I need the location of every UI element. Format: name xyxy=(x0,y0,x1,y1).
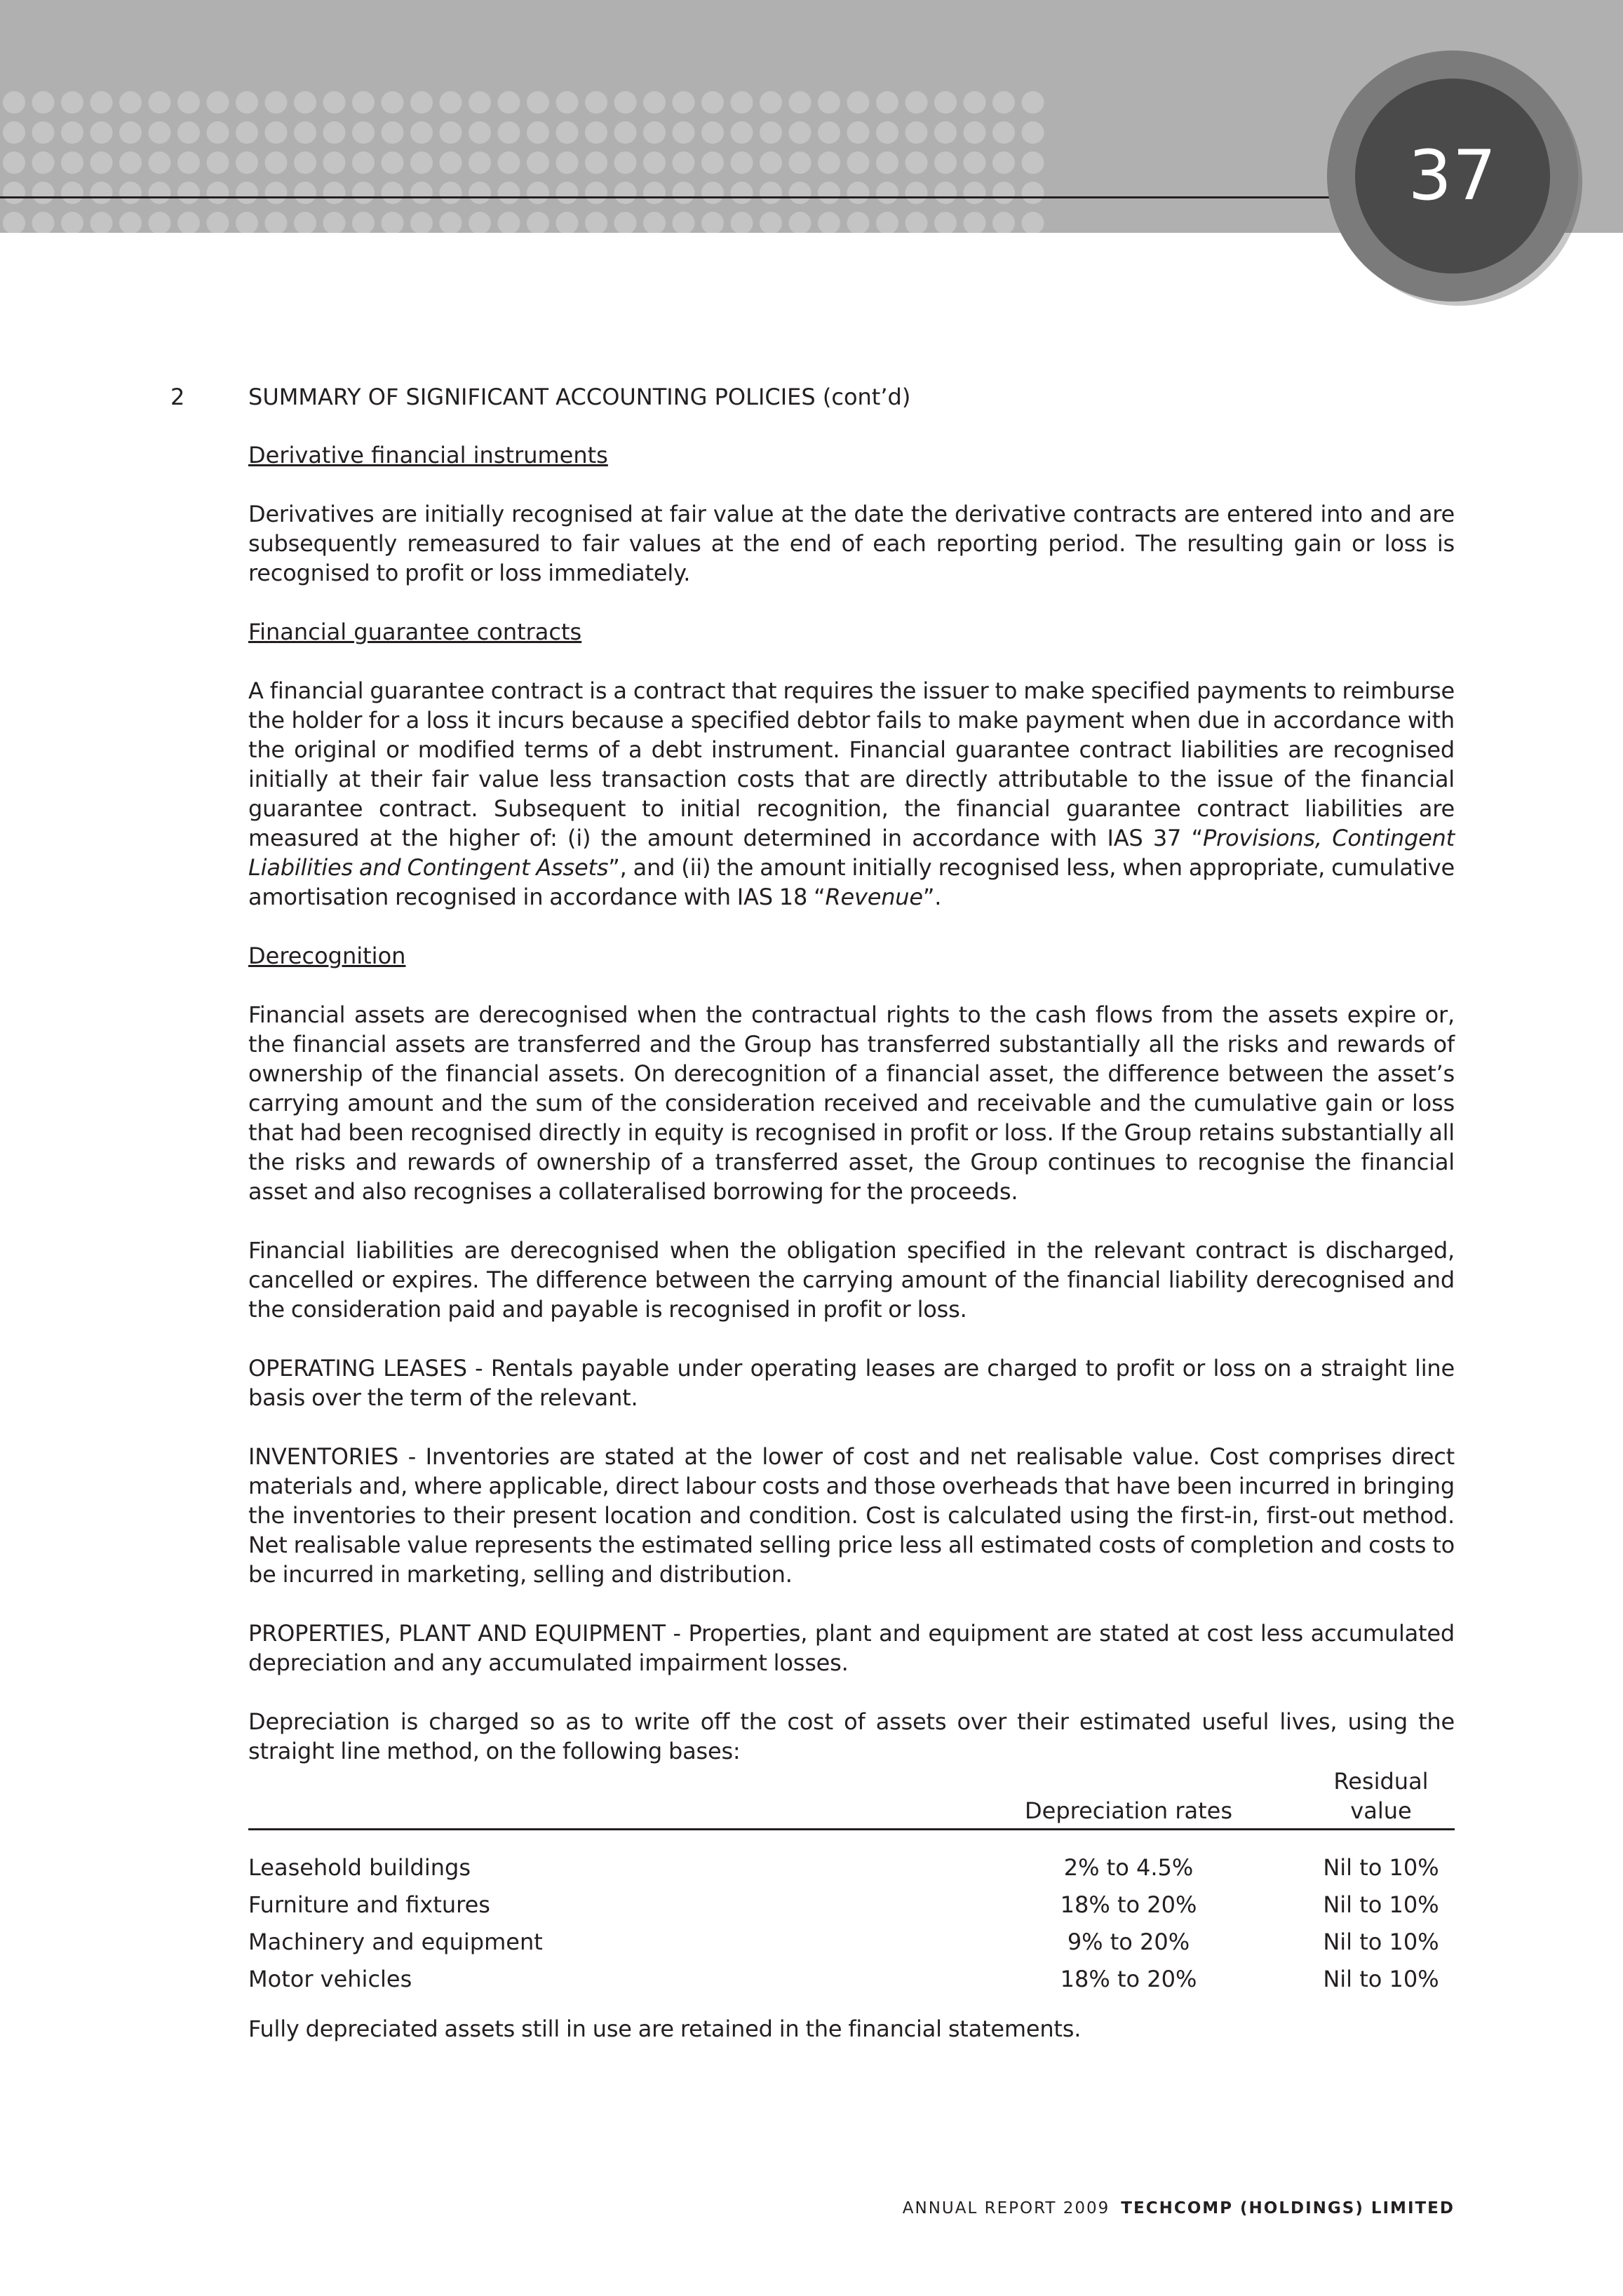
pattern-dot xyxy=(789,91,812,114)
depreciation-rate: 2% to 4.5% xyxy=(1063,1853,1194,1881)
pattern-dot xyxy=(440,151,462,174)
pattern-dot xyxy=(905,121,928,144)
pattern-dot xyxy=(934,212,957,233)
document-body xyxy=(248,381,1455,2073)
pattern-dot xyxy=(527,151,549,174)
pattern-dot xyxy=(177,151,200,174)
pattern-dot xyxy=(818,182,840,204)
residual-value: Nil to 10% xyxy=(1323,1891,1439,1918)
pattern-dot xyxy=(3,91,25,114)
inventories-paragraph: INVENTORIES - Inventories are stated at the lower of cost and net realisable value. Cost comprises direct materials and, where applicable, direct labour costs and those overheads that have been incurred in bringing the inventories to their present location and condition. Cost is calculated using the first-in, first-out method. Net realisable value represents the estimated selling price less all estimated costs of completion and costs to be incurred in marketing, selling and distribution. xyxy=(248,1443,1455,1588)
guarantee-italic-2: Revenue xyxy=(825,884,923,910)
header-depreciation-rates: Depreciation rates xyxy=(1024,1797,1232,1824)
pattern-dot xyxy=(498,212,520,233)
pattern-dot xyxy=(964,121,986,144)
pattern-dot xyxy=(643,91,666,114)
pattern-dot xyxy=(352,91,375,114)
table-row xyxy=(248,1886,1455,1923)
pattern-dot xyxy=(1022,91,1044,114)
header-rule xyxy=(0,196,1347,198)
pattern-dot xyxy=(585,121,607,144)
derivatives-paragraph: Derivatives are initially recognised at fair value at the date the derivative contracts are entered into and are subsequently remeasured to fair values at the end of each reporting period. The resulting gain or loss is recognised to profit or loss immediately. xyxy=(248,501,1455,586)
pattern-dot xyxy=(643,151,666,174)
guarantee-text-3: ”. xyxy=(922,884,942,910)
pattern-dot xyxy=(964,151,986,174)
pattern-dot xyxy=(760,121,782,144)
pattern-dot xyxy=(119,212,142,233)
pattern-dot xyxy=(265,151,288,174)
pattern-dot xyxy=(818,91,840,114)
pattern-dot xyxy=(731,121,753,144)
pattern-dot xyxy=(731,212,753,233)
pattern-dot xyxy=(3,182,25,204)
pattern-dot xyxy=(876,91,898,114)
pattern-dot xyxy=(3,121,25,144)
pattern-dot xyxy=(789,182,812,204)
guarantee-text-2: ”, and (ii) the amount initially recognised less, when appropriate, cumulative amortisation recognised in accordance with IAS 18 “ xyxy=(248,854,1455,910)
pattern-dot xyxy=(527,91,549,114)
pattern-dot xyxy=(992,212,1015,233)
pattern-dot xyxy=(556,182,579,204)
pattern-dot xyxy=(207,212,229,233)
pattern-dot xyxy=(440,121,462,144)
pattern-dot xyxy=(352,121,375,144)
pattern-dot xyxy=(760,212,782,233)
pattern-dot xyxy=(992,91,1015,114)
derecognition-heading: Derecognition xyxy=(248,943,406,969)
pattern-dot xyxy=(789,151,812,174)
pattern-dot xyxy=(673,121,695,144)
pattern-dot xyxy=(149,91,171,114)
pattern-dot xyxy=(32,182,55,204)
derivatives-heading: Derivative financial instruments xyxy=(248,442,608,468)
pattern-dot xyxy=(701,151,724,174)
pattern-dot xyxy=(323,151,346,174)
pattern-dot xyxy=(905,91,928,114)
pattern-dot xyxy=(934,91,957,114)
pattern-dot xyxy=(760,182,782,204)
pattern-dot xyxy=(876,121,898,144)
pattern-dot xyxy=(410,91,433,114)
pattern-dot xyxy=(410,151,433,174)
pattern-dot xyxy=(294,121,316,144)
guarantee-italic-1: Provisions, Contingent Liabilities and Contingent Assets xyxy=(248,825,1455,881)
pattern-dot xyxy=(469,121,491,144)
pattern-dot xyxy=(701,182,724,204)
pattern-dot xyxy=(440,182,462,204)
pattern-dot xyxy=(382,182,404,204)
pattern-dot xyxy=(556,151,579,174)
pattern-dot xyxy=(643,212,666,233)
pattern-dot xyxy=(177,182,200,204)
derecognition-paragraph-1: Financial assets are derecognised when the contractual rights to the cash flows from the assets expire or, the financial assets are transferred and the Group has transferred substantially all the risks and rewards of ownership of the financial assets. On derecognition of a financial asset, the difference between the asset’s carrying amount and the sum of the consideration received and receivable and the cumulative gain or loss that had been recognised directly in equity is recognised in profit or loss. If the Group retains substantially all the risks and rewards of ownership of a transferred asset, the Group continues to recognise the financial asset and also recognises a collateralised borrowing for the proceeds. xyxy=(248,1001,1455,1205)
pattern-dot xyxy=(701,121,724,144)
pattern-dot xyxy=(207,151,229,174)
pattern-dot xyxy=(847,151,870,174)
pattern-dot xyxy=(760,151,782,174)
pattern-dot xyxy=(236,121,258,144)
pattern-dot xyxy=(847,182,870,204)
pattern-dot xyxy=(469,151,491,174)
pattern-dot xyxy=(236,151,258,174)
pattern-dot xyxy=(469,91,491,114)
pattern-dot xyxy=(818,151,840,174)
pattern-dot xyxy=(32,91,55,114)
pattern-dot xyxy=(177,212,200,233)
pattern-dot xyxy=(876,151,898,174)
pattern-dot xyxy=(323,121,346,144)
pattern-dot xyxy=(119,121,142,144)
pattern-dot xyxy=(1022,212,1044,233)
pattern-dot xyxy=(614,182,637,204)
pattern-dot xyxy=(498,121,520,144)
pattern-dot xyxy=(236,182,258,204)
page-footer xyxy=(903,2199,1455,2217)
asset-name: Leasehold buildings xyxy=(248,1853,471,1881)
footer-company: TECHCOMP (HOLDINGS) LIMITED xyxy=(1121,2199,1455,2217)
pattern-dot xyxy=(177,91,200,114)
pattern-dot xyxy=(992,121,1015,144)
table-header xyxy=(248,1768,1455,1830)
pattern-dot xyxy=(294,91,316,114)
pattern-dot xyxy=(323,91,346,114)
pattern-dot xyxy=(527,212,549,233)
pattern-dot xyxy=(469,212,491,233)
page-number: 37 xyxy=(1408,136,1497,216)
pattern-dot xyxy=(323,212,346,233)
pattern-dot xyxy=(352,212,375,233)
pattern-dot xyxy=(410,212,433,233)
derecognition-paragraph-2: Financial liabilities are derecognised when the obligation specified in the relevant contract is discharged, cancelled or expires. The difference between the carrying amount of the financial liability derecognised and the consideration paid and payable is recognised in profit or loss. xyxy=(248,1237,1455,1323)
pattern-dot xyxy=(3,212,25,233)
depreciation-table xyxy=(248,1768,1455,1997)
table-row xyxy=(248,1923,1455,1960)
pattern-dot xyxy=(236,91,258,114)
ppe-paragraph-1: PROPERTIES, PLANT AND EQUIPMENT - Properties, plant and equipment are stated at cost less accumulated depreciation and any accumulated impairment losses. xyxy=(248,1620,1455,1676)
pattern-dot xyxy=(207,182,229,204)
pattern-dot xyxy=(585,182,607,204)
pattern-dot xyxy=(556,91,579,114)
pattern-dot xyxy=(818,212,840,233)
section-number: 2 xyxy=(170,384,185,410)
pattern-dot xyxy=(876,182,898,204)
pattern-dot xyxy=(1022,182,1044,204)
pattern-dot xyxy=(905,182,928,204)
pattern-dot xyxy=(731,182,753,204)
pattern-dot xyxy=(352,151,375,174)
pattern-dot xyxy=(119,151,142,174)
table-row xyxy=(248,1849,1455,1886)
pattern-dot xyxy=(294,182,316,204)
pattern-dot xyxy=(818,121,840,144)
pattern-dot xyxy=(556,121,579,144)
pattern-dot xyxy=(149,182,171,204)
pattern-dot xyxy=(585,151,607,174)
pattern-dot xyxy=(614,121,637,144)
residual-value: Nil to 10% xyxy=(1323,1965,1439,1992)
pattern-dot xyxy=(3,151,25,174)
pattern-dot xyxy=(265,212,288,233)
pattern-dot xyxy=(992,182,1015,204)
pattern-dot xyxy=(731,151,753,174)
pattern-dot xyxy=(701,91,724,114)
pattern-dot xyxy=(964,91,986,114)
pattern-dot xyxy=(847,212,870,233)
pattern-dot xyxy=(382,121,404,144)
pattern-dot xyxy=(789,121,812,144)
residual-value: Nil to 10% xyxy=(1323,1928,1439,1955)
guarantee-paragraph xyxy=(248,676,1455,912)
pattern-dot xyxy=(847,121,870,144)
pattern-dot xyxy=(149,151,171,174)
guarantee-heading: Financial guarantee contracts xyxy=(248,619,582,645)
pattern-dot xyxy=(149,121,171,144)
pattern-dot xyxy=(61,212,83,233)
pattern-dot xyxy=(119,182,142,204)
pattern-dot xyxy=(149,212,171,233)
pattern-dot xyxy=(847,91,870,114)
pattern-dot xyxy=(207,121,229,144)
pattern-dot xyxy=(934,182,957,204)
pattern-dot xyxy=(236,212,258,233)
asset-name: Motor vehicles xyxy=(248,1965,412,1992)
pattern-dot xyxy=(352,182,375,204)
pattern-dot xyxy=(440,91,462,114)
pattern-dot xyxy=(556,212,579,233)
pattern-dot xyxy=(527,182,549,204)
pattern-dot xyxy=(992,151,1015,174)
pattern-dot xyxy=(585,91,607,114)
pattern-dot xyxy=(1022,121,1044,144)
section-title: SUMMARY OF SIGNIFICANT ACCOUNTING POLICIES (cont’d) xyxy=(248,384,911,410)
pattern-dot xyxy=(905,212,928,233)
pattern-dot xyxy=(789,212,812,233)
footer-report: ANNUAL REPORT 2009 xyxy=(902,2199,1110,2217)
pattern-dot xyxy=(90,212,113,233)
dot-pattern xyxy=(0,83,1052,233)
pattern-dot xyxy=(440,212,462,233)
pattern-dot xyxy=(498,151,520,174)
pattern-dot xyxy=(643,121,666,144)
pattern-dot xyxy=(614,91,637,114)
pattern-dot xyxy=(673,182,695,204)
pattern-dot xyxy=(265,182,288,204)
pattern-dot xyxy=(32,151,55,174)
ppe-paragraph-2: Depreciation is charged so as to write off the cost of assets over their estimated useful lives, using the straight line method, on the following bases: xyxy=(248,1708,1455,1764)
pattern-dot xyxy=(934,151,957,174)
pattern-dot xyxy=(964,212,986,233)
depreciation-rate: 18% to 20% xyxy=(1060,1965,1197,1992)
pattern-dot xyxy=(934,121,957,144)
asset-name: Machinery and equipment xyxy=(248,1928,543,1955)
table-row xyxy=(248,1960,1455,1997)
closing-note: Fully depreciated assets still in use are retained in the financial statements. xyxy=(248,2015,1082,2042)
asset-name: Furniture and fixtures xyxy=(248,1891,490,1918)
pattern-dot xyxy=(61,182,83,204)
residual-value: Nil to 10% xyxy=(1323,1853,1439,1881)
pattern-dot xyxy=(61,151,83,174)
pattern-dot xyxy=(498,182,520,204)
pattern-dot xyxy=(614,212,637,233)
depreciation-rate: 9% to 20% xyxy=(1067,1928,1190,1955)
pattern-dot xyxy=(294,212,316,233)
header-residual-value: Residual value xyxy=(1333,1768,1429,1824)
pattern-dot xyxy=(498,91,520,114)
pattern-dot xyxy=(905,151,928,174)
pattern-dot xyxy=(32,121,55,144)
pattern-dot xyxy=(90,121,113,144)
depreciation-rate: 18% to 20% xyxy=(1060,1891,1197,1918)
pattern-dot xyxy=(90,91,113,114)
pattern-dot xyxy=(265,91,288,114)
operating-leases-paragraph: OPERATING LEASES - Rentals payable under operating leases are charged to profit or loss on a straight line basis over the term of the relevant. xyxy=(248,1355,1455,1411)
pattern-dot xyxy=(527,121,549,144)
pattern-dot xyxy=(382,212,404,233)
header-band xyxy=(0,0,1623,233)
pattern-dot xyxy=(673,91,695,114)
pattern-dot xyxy=(61,91,83,114)
pattern-dot xyxy=(410,182,433,204)
pattern-dot xyxy=(382,151,404,174)
pattern-dot xyxy=(61,121,83,144)
pattern-dot xyxy=(731,91,753,114)
pattern-dot xyxy=(177,121,200,144)
pattern-dot xyxy=(119,91,142,114)
pattern-dot xyxy=(614,151,637,174)
pattern-dot xyxy=(643,182,666,204)
pattern-dot xyxy=(964,182,986,204)
pattern-dot xyxy=(673,212,695,233)
page-badge xyxy=(1355,79,1550,274)
pattern-dot xyxy=(323,182,346,204)
pattern-dot xyxy=(265,121,288,144)
pattern-dot xyxy=(701,212,724,233)
pattern-dot xyxy=(876,212,898,233)
pattern-dot xyxy=(673,151,695,174)
pattern-dot xyxy=(90,151,113,174)
pattern-dot xyxy=(294,151,316,174)
pattern-dot xyxy=(90,182,113,204)
pattern-dot xyxy=(207,91,229,114)
pattern-dot xyxy=(469,182,491,204)
pattern-dot xyxy=(585,212,607,233)
pattern-dot xyxy=(382,91,404,114)
pattern-dot xyxy=(32,212,55,233)
pattern-dot xyxy=(760,91,782,114)
guarantee-text-1: A financial guarantee contract is a contract that requires the issuer to make specified payments to reimburse the holder for a loss it incurs because a specified debtor fails to make payment when due in accordance with the original or modified terms of a debt instrument. Financial guarantee contract liabilities are recognised initially at their fair value less transaction costs that are directly attributable to the issue of the financial guarantee contract. Subsequent to initial recognition, the financial guarantee contract liabilities are measured at the higher of: (i) the amount determined in accordance with IAS 37 “ xyxy=(248,677,1455,851)
pattern-dot xyxy=(1022,151,1044,174)
pattern-dot xyxy=(410,121,433,144)
